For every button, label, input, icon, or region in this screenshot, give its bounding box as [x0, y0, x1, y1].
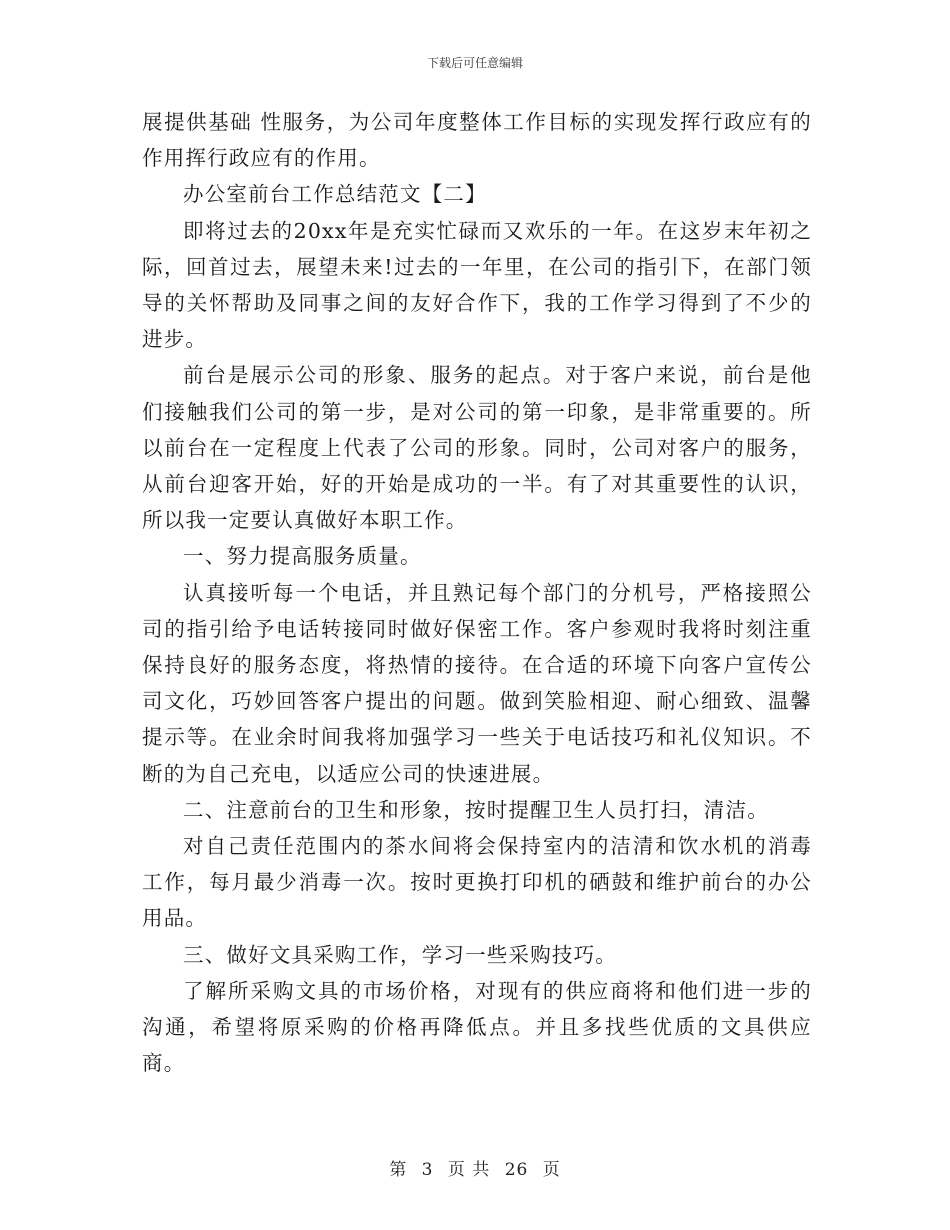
heading-item-3: 三、做好文具采购工作，学习一些采购技巧。 [183, 942, 617, 967]
footer-prefix: 第 [389, 1160, 408, 1180]
heading-item-2: 二、注意前台的卫生和形象，按时提醒卫生人员打扫，清洁。 [183, 797, 769, 822]
paragraph-intro: 即将过去的20xx年是充实忙碌而又欢乐的一年。在这岁末年初之际，回首过去，展望未来!过去的一年里，在公司的指引下，在部门领导的关怀帮助及同事之间的友好合作下，我的工作学习得到了不少的进步。 [142, 218, 812, 352]
paragraph-front-desk: 前台是展示公司的形象、服务的起点。对于客户来说，前台是他们接触我们公司的第一步，是对公司的第一印象，是非常重要的。所以前台在一定程度上代表了公司的形象。同时，公司对客户的服务，从前台迎客开始，好的开始是成功的一半。有了对其重要性的认识，所以我一定要认真做好本职工作。 [142, 363, 812, 533]
footer-middle: 页 共 [447, 1160, 491, 1180]
footer-suffix: 页 [542, 1160, 561, 1180]
paragraph-continuation: 展提供基础 性服务，为公司年度整体工作目标的实现发挥行政应有的作用挥行政应有的作用。 [142, 110, 812, 171]
document-body [142, 104, 812, 1081]
header-note: 下载后可任意编辑 [426, 56, 523, 70]
page-number-footer [0, 1155, 950, 1180]
paragraph-item-2: 对自己责任范围内的茶水间将会保持室内的洁清和饮水机的消毒工作，每月最少消毒一次。按时更换打印机的硒鼓和维护前台的办公用品。 [142, 834, 812, 931]
paragraph-item-1: 认真接听每一个电话，并且熟记每个部门的分机号，严格接照公司的指引给予电话转接同时做好保密工作。客户参观时我将时刻注重保持良好的服务态度，将热情的接待。在合适的环境下向客户宣传公司文化，巧妙回答客户提出的问题。做到笑脸相迎、耐心细致、温馨提示等。在业余时间我将加强学习一些关于电话技巧和礼仪知识。不断的为自己充电，以适应公司的快速进展。 [142, 580, 812, 786]
section-title: 办公室前台工作总结范文【二】 [183, 182, 487, 207]
heading-item-1: 一、努力提高服务质量。 [183, 544, 422, 569]
paragraph-item-3: 了解所采购文具的市场价格，对现有的供应商将和他们进一步的沟通，希望将原采购的价格再降低点。并且多找些优质的文具供应商。 [142, 978, 812, 1076]
total-pages-number: 26 [504, 1160, 529, 1180]
current-page-number: 3 [421, 1160, 434, 1180]
